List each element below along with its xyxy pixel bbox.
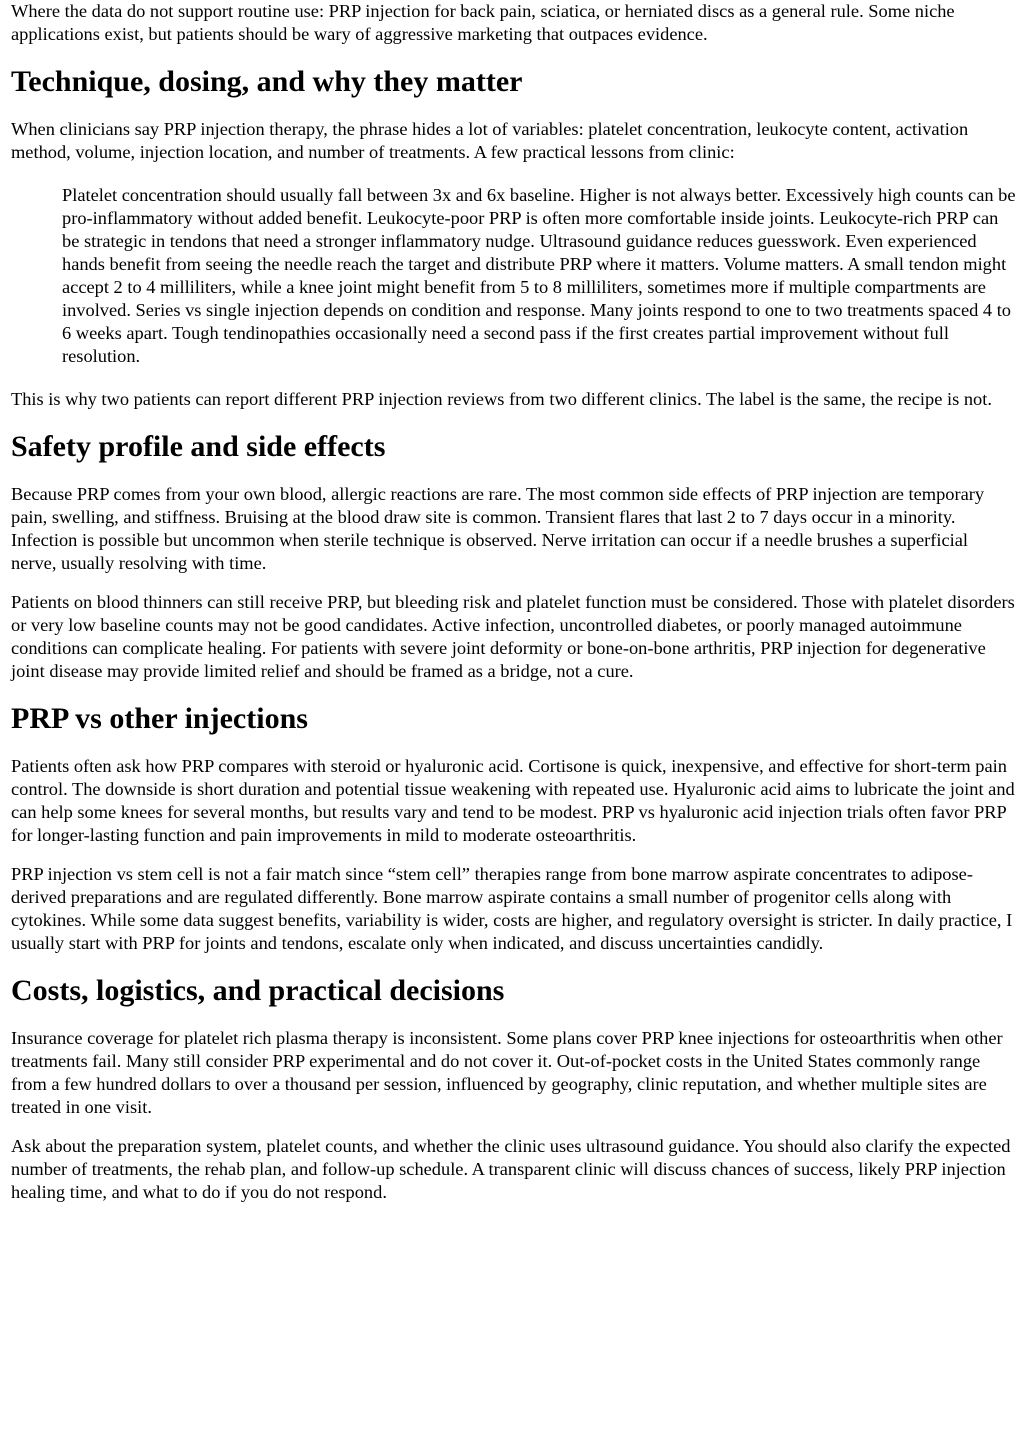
comparison-paragraph-2: PRP injection vs stem cell is not a fair match since “stem cell” therapies range from bone marrow aspirate concentrates to adipose-derived preparations and are regulated differently. Bone marrow aspirate contains a small number of progenitor cells along with cytokines. While some data suggest benefits, variability is wider, costs are higher, and regulatory oversight is stricter. In daily practice, I usually start with PRP for joints and tendons, escalate only when indicated, and discuss uncertainties candidly. <box>11 864 1013 953</box>
section-heading-costs: Costs, logistics, and practical decisions <box>11 974 505 1007</box>
safety-paragraph-2: Patients on blood thinners can still receive PRP, but bleeding risk and platelet function must be considered. Those with platelet disorders or very low baseline counts may not be good candidates. Active infection, uncontrolled diabetes, or poorly managed autoimmune conditions can complicate healing. For patients with severe joint deformity or bone-on-bone arthritis, PRP injection for degenerative joint disease may provide limited relief and should be framed as a bridge, not a cure. <box>11 592 1015 681</box>
comparison-paragraph-1: Patients often ask how PRP compares with steroid or hyaluronic acid. Cortisone is quick, inexpensive, and effective for short-term pain control. The downside is short duration and potential tissue weakening with repeated use. Hyaluronic acid aims to lubricate the joint and can help some knees for several months, but results vary and tend to be modest. PRP vs hyaluronic acid injection trials often favor PRP for longer-lasting function and pain improvements in mild to moderate osteoarthritis. <box>11 756 1015 845</box>
technique-closing-paragraph: This is why two patients can report different PRP injection reviews from two different clinics. The label is the same, the recipe is not. <box>11 389 992 409</box>
section-heading-technique: Technique, dosing, and why they matter <box>11 65 523 98</box>
intro-paragraph: Where the data do not support routine use: PRP injection for back pain, sciatica, or herniated discs as a general rule. Some niche applications exist, but patients should be wary of aggressive marketing that outpaces evidence. <box>11 1 955 44</box>
section-heading-comparison: PRP vs other injections <box>11 702 308 735</box>
safety-paragraph-1: Because PRP comes from your own blood, allergic reactions are rare. The most common side effects of PRP injection are temporary pain, swelling, and stiffness. Bruising at the blood draw site is common. Transient flares that last 2 to 7 days occur in a minority. Infection is possible but uncommon when sterile technique is observed. Nerve irritation can occur if a needle brushes a superficial nerve, usually resolving with time. <box>11 484 985 573</box>
costs-paragraph-1: Insurance coverage for platelet rich plasma therapy is inconsistent. Some plans cover PRP knee injections for osteoarthritis when other treatments fail. Many still consider PRP experimental and do not cover it. Out-of-pocket costs in the United States commonly range from a few hundred dollars to over a thousand per session, influenced by geography, clinic reputation, and whether multiple sites are treated in one visit. <box>11 1028 1003 1117</box>
section-heading-safety: Safety profile and side effects <box>11 430 386 463</box>
costs-paragraph-2: Ask about the preparation system, platelet counts, and whether the clinic uses ultrasound guidance. You should also clarify the expected number of treatments, the rehab plan, and follow-up schedule. A transparent clinic will discuss chances of success, likely PRP injection healing time, and what to do if you do not respond. <box>11 1136 1011 1202</box>
technique-paragraph: When clinicians say PRP injection therapy, the phrase hides a lot of variables: platelet concentration, leukocyte content, activation method, volume, injection location, and number of treatments. A few practical lessons from clinic: <box>11 119 969 162</box>
technique-lessons-blockquote: Platelet concentration should usually fall between 3x and 6x baseline. Higher is not always better. Excessively high counts can be pro-inflammatory without added benefit. Leukocyte-poor PRP is often more comfortable inside joints. Leukocyte-rich PRP can be strategic in tendons that need a stronger inflammatory nudge. Ultrasound guidance reduces guesswork. Even experienced hands benefit from seeing the needle reach the target and distribute PRP where it matters. Volume matters. A small tendon might accept 2 to 4 milliliters, while a knee joint might benefit from 5 to 8 milliliters, sometimes more if multiple compartments are involved. Series vs single injection depends on condition and response. Many joints respond to one to two treatments spaced 4 to 6 weeks apart. Tough tendinopathies occasionally need a second pass if the first creates partial improvement without full resolution. <box>62 185 1016 366</box>
